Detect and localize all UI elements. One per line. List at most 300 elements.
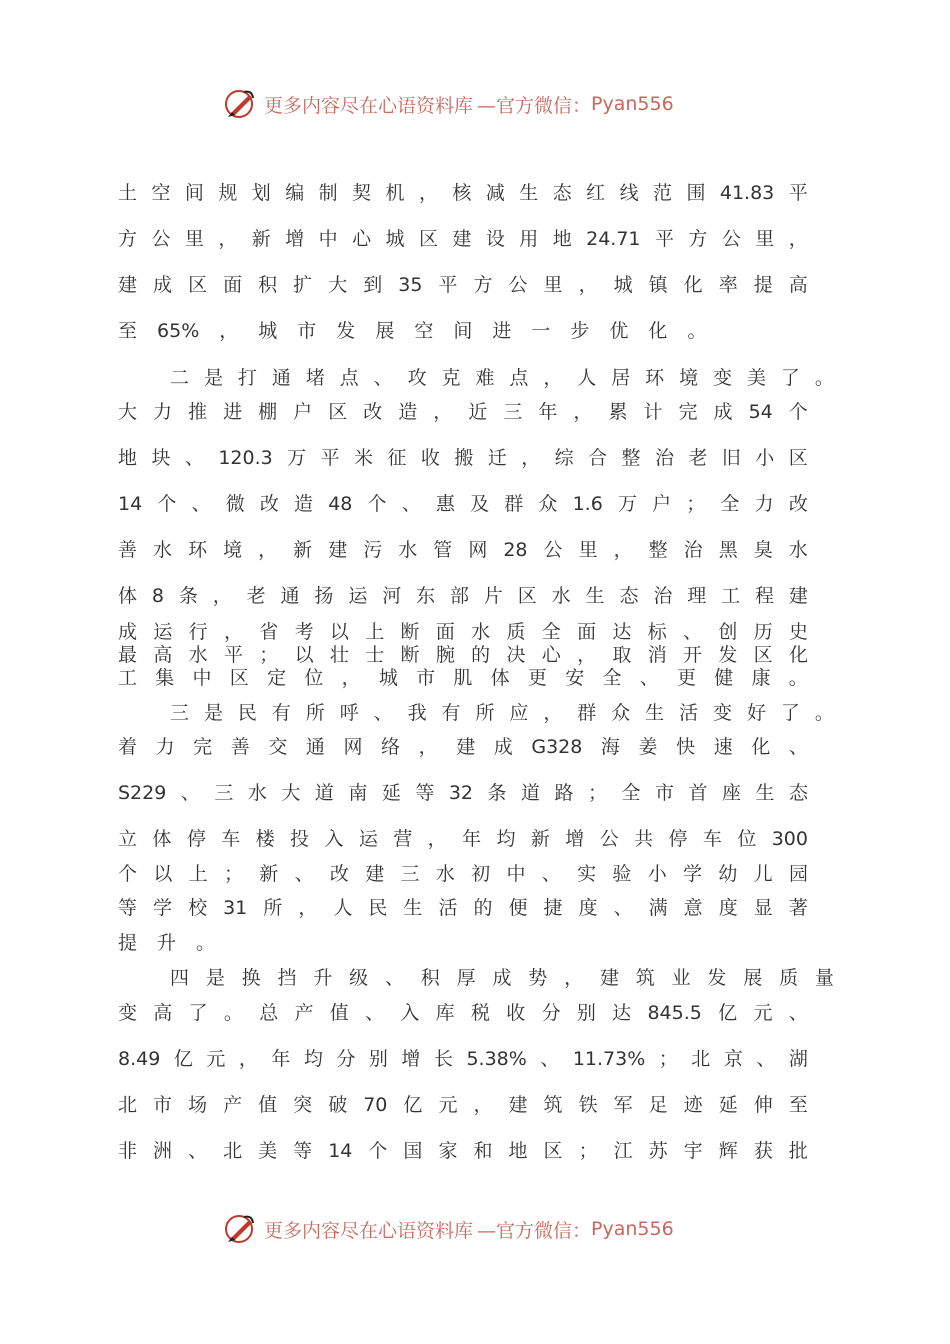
text-token: 著 <box>788 897 808 919</box>
text-token: 增 <box>565 828 585 850</box>
text-token: 的 <box>473 897 493 919</box>
text-token: 工 <box>721 585 741 607</box>
text-token: 里 <box>755 228 775 250</box>
text-token: 城 <box>385 228 405 250</box>
text-token: 区 <box>229 667 249 689</box>
text-token: 分 <box>336 1048 356 1070</box>
text-token: 32 <box>448 782 473 804</box>
text-token: G328 <box>531 736 583 758</box>
text-token: 契 <box>352 182 372 204</box>
text-token: 成 <box>492 967 512 989</box>
text-token: 围 <box>686 182 706 204</box>
text-token: 业 <box>671 967 691 989</box>
text-token: 黑 <box>718 539 738 561</box>
text-token: 筑 <box>635 967 655 989</box>
text-token: 态 <box>552 182 572 204</box>
text-token: 成 <box>153 274 173 296</box>
text-token: 辉 <box>718 1140 738 1162</box>
text-token: 空 <box>151 182 171 204</box>
text-token: 海 <box>600 736 620 758</box>
text-token: ， <box>427 828 447 850</box>
text-token: 里 <box>543 274 563 296</box>
text-token: 方 <box>688 228 708 250</box>
text-token: 标 <box>647 621 667 643</box>
text-token: 展 <box>375 320 395 342</box>
text-token: 臭 <box>753 539 773 561</box>
text-token: 1.6 <box>572 493 603 515</box>
text-token: 5.38% <box>466 1048 527 1070</box>
text-token: 治 <box>654 447 674 469</box>
text-token: 获 <box>753 1140 773 1162</box>
text-token: 市 <box>416 667 436 689</box>
text-token: 生 <box>403 897 423 919</box>
banner-separator: —官方微信： <box>477 94 592 117</box>
text-token: 间 <box>184 182 204 204</box>
text-token: 到 <box>363 274 383 296</box>
text-token: 均 <box>496 828 516 850</box>
text-token: 水 <box>398 539 418 561</box>
text-token: 呼 <box>339 702 359 724</box>
text-token: 棚 <box>258 401 278 423</box>
text-token: 以 <box>153 863 173 885</box>
text-token: 里 <box>184 228 204 250</box>
text-token: 、 <box>540 1048 560 1070</box>
text-token: S229 <box>118 782 167 804</box>
text-token: 城 <box>258 320 278 342</box>
text-token: 线 <box>619 182 639 204</box>
text-token: 北 <box>118 1094 138 1116</box>
text-token: 建 <box>365 863 385 885</box>
text-token: 间 <box>453 320 473 342</box>
text-token: 肌 <box>453 667 473 689</box>
text-token: 步 <box>570 320 590 342</box>
text-token: 等 <box>415 782 435 804</box>
text-token: 车 <box>702 828 722 850</box>
text-token: 产 <box>294 1002 314 1024</box>
text-token: 我 <box>407 702 427 724</box>
text-token: 里 <box>578 539 598 561</box>
text-token: 、 <box>788 1002 808 1024</box>
text-token: 红 <box>586 182 606 204</box>
text-token: 元 <box>753 1002 773 1024</box>
text-token: 70 <box>363 1094 388 1116</box>
text-token: 、 <box>184 447 204 469</box>
text-token: 意 <box>683 897 703 919</box>
text-token: 小 <box>755 447 775 469</box>
text-token: 军 <box>613 1094 633 1116</box>
text-token: 是 <box>205 967 225 989</box>
text-token: 。 <box>223 1002 243 1024</box>
text-token: 决 <box>506 644 526 666</box>
text-token: 建 <box>788 585 808 607</box>
text-line <box>118 778 808 808</box>
text-token: 成 <box>118 621 138 643</box>
text-token: 别 <box>576 1002 596 1024</box>
text-token: 全 <box>541 621 561 643</box>
text-token: 善 <box>118 539 138 561</box>
text-token: 好 <box>746 702 766 724</box>
text-token: 旧 <box>721 447 741 469</box>
text-token: 运 <box>358 828 378 850</box>
text-token: 延 <box>381 782 401 804</box>
text-token: 了 <box>188 1002 208 1024</box>
text-line <box>118 443 808 473</box>
text-token: ， <box>578 274 598 296</box>
text-token: 个 <box>367 493 387 515</box>
text-token: ； <box>587 782 607 804</box>
banner-text: 更多内容尽在心语资料库 <box>264 94 474 117</box>
text-token: ， <box>418 182 438 204</box>
text-token: 史 <box>788 621 808 643</box>
text-token: 更 <box>676 667 696 689</box>
text-token: 三 <box>503 401 523 423</box>
text-token: 迹 <box>683 1094 703 1116</box>
text-token: 、 <box>373 367 393 389</box>
text-token: 31 <box>223 897 248 919</box>
text-token: 化 <box>648 320 668 342</box>
text-token: 环 <box>645 367 665 389</box>
text-token: 块 <box>151 447 171 469</box>
text-token: 亿 <box>173 1048 193 1070</box>
text-token: 扩 <box>293 274 313 296</box>
text-token: 、 <box>756 1048 776 1070</box>
text-token: 变 <box>118 1002 138 1024</box>
text-token: 机 <box>385 182 405 204</box>
text-token: 老 <box>246 585 266 607</box>
text-token: 等 <box>293 1140 313 1162</box>
text-token: 区 <box>328 401 348 423</box>
text-line <box>118 316 808 346</box>
text-token: 心 <box>352 228 372 250</box>
text-token: 中 <box>506 863 526 885</box>
text-token: 度 <box>578 897 598 919</box>
text-token: 平 <box>788 182 808 204</box>
text-token: 、 <box>683 621 703 643</box>
text-token: 苏 <box>648 1140 668 1162</box>
text-token: 投 <box>290 828 310 850</box>
text-token: 开 <box>683 644 703 666</box>
text-token: 公 <box>543 539 563 561</box>
text-token: 北 <box>691 1048 711 1070</box>
text-token: 初 <box>471 863 491 885</box>
text-token: 升 <box>157 932 177 954</box>
text-token: 收 <box>506 1002 526 1024</box>
text-token: 元 <box>206 1048 226 1070</box>
text-token: 近 <box>468 401 488 423</box>
text-token: 着 <box>118 736 138 758</box>
text-token: 年 <box>538 401 558 423</box>
text-token: 体 <box>490 667 510 689</box>
text-token: 增 <box>401 1048 421 1070</box>
text-token: 通 <box>280 585 300 607</box>
text-token: 群 <box>504 493 524 515</box>
text-token: 、 <box>639 667 659 689</box>
text-token: 至 <box>118 320 138 342</box>
text-token: 居 <box>611 367 631 389</box>
text-token: 洲 <box>153 1140 173 1162</box>
text-token: 产 <box>223 1094 243 1116</box>
text-line <box>118 489 808 519</box>
text-token: 户 <box>293 401 313 423</box>
text-token: 整 <box>621 447 641 469</box>
text-token: 断 <box>400 644 420 666</box>
text-token: 点 <box>509 367 529 389</box>
text-token: 部 <box>449 585 469 607</box>
text-token: 级 <box>349 967 369 989</box>
text-token: ， <box>238 1048 258 1070</box>
text-token: 美 <box>746 367 766 389</box>
text-token: 大 <box>118 401 138 423</box>
text-token: 通 <box>305 736 325 758</box>
text-token: 建 <box>328 539 348 561</box>
text-token: 微 <box>225 493 245 515</box>
text-token: ， <box>521 447 541 469</box>
text-token: 江 <box>613 1140 633 1162</box>
text-token: 、 <box>191 493 211 515</box>
text-token: ， <box>577 644 597 666</box>
text-token: 综 <box>554 447 574 469</box>
text-token: 场 <box>188 1094 208 1116</box>
text-token: 众 <box>538 493 558 515</box>
text-token: 变 <box>713 702 733 724</box>
text-token: 均 <box>303 1048 323 1070</box>
text-token: 环 <box>188 539 208 561</box>
text-token: 共 <box>634 828 654 850</box>
text-token: 高 <box>153 1002 173 1024</box>
text-token: 区 <box>418 228 438 250</box>
text-token: 安 <box>565 667 585 689</box>
text-token: 年 <box>271 1048 291 1070</box>
text-token: 万 <box>617 493 637 515</box>
text-token: 编 <box>285 182 305 204</box>
text-token: 有 <box>441 702 461 724</box>
text-token: 学 <box>683 863 703 885</box>
text-token: ； <box>578 1140 598 1162</box>
text-token: 治 <box>653 585 673 607</box>
text-token: 高 <box>153 644 173 666</box>
text-token: 历 <box>753 621 773 643</box>
text-token: 园 <box>788 863 808 885</box>
text-token: 完 <box>193 736 213 758</box>
text-token: 个 <box>118 863 138 885</box>
text-token: 所 <box>305 702 325 724</box>
text-token: 心 <box>541 644 561 666</box>
banner-handle: Pyan556 <box>591 1218 674 1240</box>
text-token: 速 <box>713 736 733 758</box>
text-token: 美 <box>258 1140 278 1162</box>
text-token: 势 <box>528 967 548 989</box>
text-token: 众 <box>611 702 631 724</box>
text-token: 8.49 <box>118 1048 161 1070</box>
text-token: ， <box>543 702 563 724</box>
text-token: 48 <box>328 493 353 515</box>
text-token: 突 <box>293 1094 313 1116</box>
text-token: 生 <box>755 782 775 804</box>
text-token: ， <box>298 897 318 919</box>
text-token: 征 <box>387 447 407 469</box>
text-token: 万 <box>287 447 307 469</box>
text-token: 化 <box>788 644 808 666</box>
text-token: 入 <box>400 1002 420 1024</box>
text-token: 、 <box>788 736 808 758</box>
text-token: 是 <box>203 702 223 724</box>
text-token: 网 <box>468 539 488 561</box>
text-token: 面 <box>435 621 455 643</box>
text-token: ， <box>573 401 593 423</box>
text-token: 士 <box>365 644 385 666</box>
text-token: 41.83 <box>719 182 775 204</box>
text-token: 善 <box>230 736 250 758</box>
text-token: 程 <box>755 585 775 607</box>
text-token: 北 <box>223 1140 243 1162</box>
text-token: 、 <box>401 493 421 515</box>
text-token: 提 <box>753 274 773 296</box>
footer-banner <box>222 1209 674 1249</box>
text-line <box>118 928 808 958</box>
text-token: 境 <box>223 539 243 561</box>
text-token: 位 <box>304 667 324 689</box>
text-line <box>170 698 834 728</box>
text-token: 换 <box>241 967 261 989</box>
text-token: 南 <box>348 782 368 804</box>
text-token: 化 <box>683 274 703 296</box>
text-token: 生 <box>585 585 605 607</box>
text-line <box>118 998 808 1028</box>
text-token: 是 <box>203 367 223 389</box>
text-token: 定 <box>267 667 287 689</box>
text-token: 立 <box>118 828 138 850</box>
text-token: 康 <box>751 667 771 689</box>
text-token: 体 <box>152 828 172 850</box>
text-token: 污 <box>363 539 383 561</box>
text-token: 应 <box>509 702 529 724</box>
text-token: 挡 <box>277 967 297 989</box>
text-token: 取 <box>612 644 632 666</box>
text-token: 改 <box>329 863 349 885</box>
text-token: ， <box>564 967 584 989</box>
text-token: 54 <box>748 401 773 423</box>
text-token: 土 <box>118 182 138 204</box>
text-token: 制 <box>318 182 338 204</box>
text-token: 理 <box>687 585 707 607</box>
text-token: 市 <box>654 782 674 804</box>
text-line <box>118 270 808 300</box>
text-token: 市 <box>153 1094 173 1116</box>
text-token: 停 <box>186 828 206 850</box>
text-token: 省 <box>259 621 279 643</box>
text-token: 8 <box>151 585 164 607</box>
text-token: 、 <box>188 1140 208 1162</box>
text-token: 水 <box>435 863 455 885</box>
text-token: 以 <box>294 644 314 666</box>
text-token: 改 <box>363 401 383 423</box>
pen-logo-icon <box>222 1211 258 1247</box>
text-token: 三 <box>214 782 234 804</box>
pen-logo-icon <box>222 86 258 122</box>
text-line <box>118 581 808 611</box>
text-token: 活 <box>438 897 458 919</box>
text-token: 库 <box>435 1002 455 1024</box>
text-token: 整 <box>648 539 668 561</box>
text-token: 。 <box>196 932 216 954</box>
text-line <box>170 363 834 393</box>
text-token: 发 <box>336 320 356 342</box>
text-token: 便 <box>508 897 528 919</box>
text-token: 水 <box>551 585 571 607</box>
text-token: 个 <box>157 493 177 515</box>
text-token: 城 <box>378 667 398 689</box>
text-token: 区 <box>188 274 208 296</box>
text-token: 质 <box>506 621 526 643</box>
text-token: 显 <box>753 897 773 919</box>
header-banner <box>222 84 674 124</box>
text-token: 年 <box>462 828 482 850</box>
text-token: 行 <box>188 621 208 643</box>
text-token: 络 <box>381 736 401 758</box>
text-token: 方 <box>473 274 493 296</box>
text-line <box>118 178 808 208</box>
text-token: 片 <box>483 585 503 607</box>
text-token: 三 <box>170 702 190 724</box>
text-token: 造 <box>294 493 314 515</box>
text-token: ； <box>223 863 243 885</box>
text-token: 座 <box>721 782 741 804</box>
text-token: 考 <box>294 621 314 643</box>
text-token: 亿 <box>718 1002 738 1024</box>
text-token: 大 <box>281 782 301 804</box>
text-token: 态 <box>788 782 808 804</box>
text-token: 入 <box>324 828 344 850</box>
text-token: ， <box>473 1094 493 1116</box>
text-token: 幼 <box>718 863 738 885</box>
text-token: 规 <box>218 182 238 204</box>
text-token: 非 <box>118 1140 138 1162</box>
text-token: 腕 <box>435 644 455 666</box>
text-token: 条 <box>178 585 198 607</box>
text-token: 。 <box>687 320 707 342</box>
text-token: 质 <box>779 967 799 989</box>
text-token: 水 <box>471 621 491 643</box>
text-token: 水 <box>153 539 173 561</box>
text-token: 湖 <box>788 1048 808 1070</box>
text-line <box>118 859 808 889</box>
text-token: 35 <box>398 274 423 296</box>
text-token: 全 <box>720 493 740 515</box>
text-token: 积 <box>258 274 278 296</box>
text-token: 别 <box>368 1048 388 1070</box>
text-token: 。 <box>814 367 834 389</box>
text-token: 建 <box>599 967 619 989</box>
text-token: 变 <box>713 367 733 389</box>
text-token: ， <box>341 667 361 689</box>
text-token: 地 <box>552 228 572 250</box>
text-token: 水 <box>247 782 267 804</box>
text-token: 新 <box>251 228 271 250</box>
text-token: 治 <box>683 539 703 561</box>
text-token: 新 <box>530 828 550 850</box>
text-token: 了 <box>780 702 800 724</box>
text-token: 度 <box>718 897 738 919</box>
text-token: 、 <box>365 1002 385 1024</box>
text-token: 四 <box>170 967 190 989</box>
text-token: 群 <box>577 702 597 724</box>
text-token: 计 <box>643 401 663 423</box>
text-token: 家 <box>438 1140 458 1162</box>
text-token: 户 <box>652 493 672 515</box>
text-token: 展 <box>743 967 763 989</box>
text-token: 公 <box>599 828 619 850</box>
text-token: 所 <box>475 702 495 724</box>
